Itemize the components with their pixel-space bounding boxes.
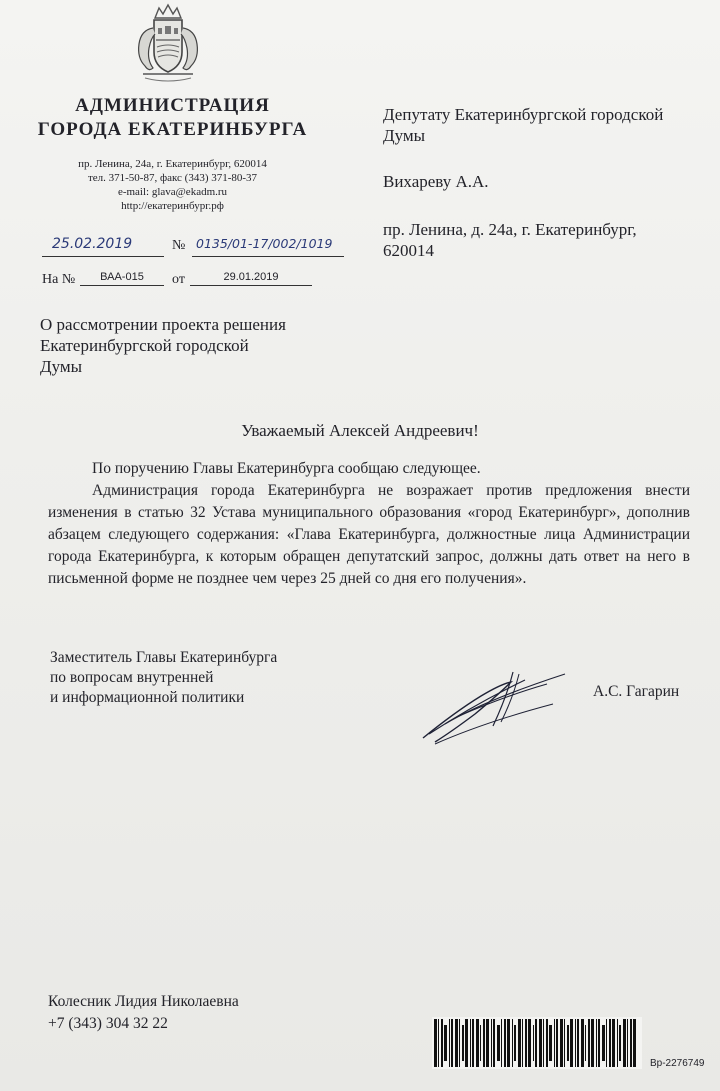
org-email: e-mail: glava@ekadm.ru <box>117 186 228 198</box>
coat-of-arms-icon <box>125 0 211 86</box>
ref-from-label: от <box>172 272 185 287</box>
org-address: пр. Ленина, 24а, г. Екатеринбург, 620014 <box>78 158 267 170</box>
barcode-number: Вр-2276749 <box>650 1058 705 1069</box>
executor-phone: +7 (343) 304 32 22 <box>48 1015 168 1032</box>
signer-name: А.С. Гагарин <box>593 683 680 700</box>
org-name-line1: АДМИНИСТРАЦИЯ <box>75 95 270 116</box>
greeting: Уважаемый Алексей Андреевич! <box>241 421 479 440</box>
barcode <box>432 1017 642 1069</box>
signer-position-line3: и информационной политики <box>50 689 245 706</box>
org-website: http://екатеринбург.рф <box>121 200 224 212</box>
recipient-address-line2: 620014 <box>383 241 434 260</box>
ref-date: 29.01.2019 <box>190 271 312 286</box>
recipient-line2: Думы <box>383 126 426 145</box>
paragraph-2: Администрация города Екатеринбурга не возражает против предложения внести изменения в статью 32 Устава муниципального образования «город Екатеринбург», дополнив абзацем следующего содержания: «Глава Екатеринбурга, должностные лица Администрации города Екатеринбурга, к которым обращен депутатский запрос, должны дать ответ на него в письменной форме не позднее чем через 25 дней со дня его получения». <box>48 482 690 587</box>
paragraph-1: По поручению Главы Екатеринбурга сообщаю следующее. <box>92 460 481 477</box>
org-phone: тел. 371-50-87, факс (343) 371-80-37 <box>87 172 258 184</box>
signer-position-line2: по вопросам внутренней <box>50 669 214 686</box>
registration-date-line <box>42 234 164 257</box>
subject-line2: Екатеринбургской городской <box>40 336 249 355</box>
org-name-line2: ГОРОДА ЕКАТЕРИНБУРГА <box>37 119 308 140</box>
subject-line3: Думы <box>40 357 83 376</box>
signer-position-line1: Заместитель Главы Екатеринбурга <box>50 649 278 666</box>
ref-number: ВАА-015 <box>80 271 164 286</box>
registration-number-label: № <box>172 238 186 253</box>
recipient-line1: Депутату Екатеринбургской городской <box>383 105 664 124</box>
ref-number-label: На № <box>42 272 76 287</box>
registration-date: 25.02.2019 <box>52 236 133 252</box>
subject-line1: О рассмотрении проекта решения <box>40 315 286 334</box>
handwritten-signature <box>415 660 585 750</box>
registration-number: 0135/01-17/002/1019 <box>196 236 333 251</box>
recipient-address-line1: пр. Ленина, д. 24а, г. Екатеринбург, <box>383 220 637 239</box>
recipient-name: Вихареву А.А. <box>383 172 489 191</box>
executor-name: Колесник Лидия Николаевна <box>48 993 239 1010</box>
registration-number-line <box>192 234 344 257</box>
